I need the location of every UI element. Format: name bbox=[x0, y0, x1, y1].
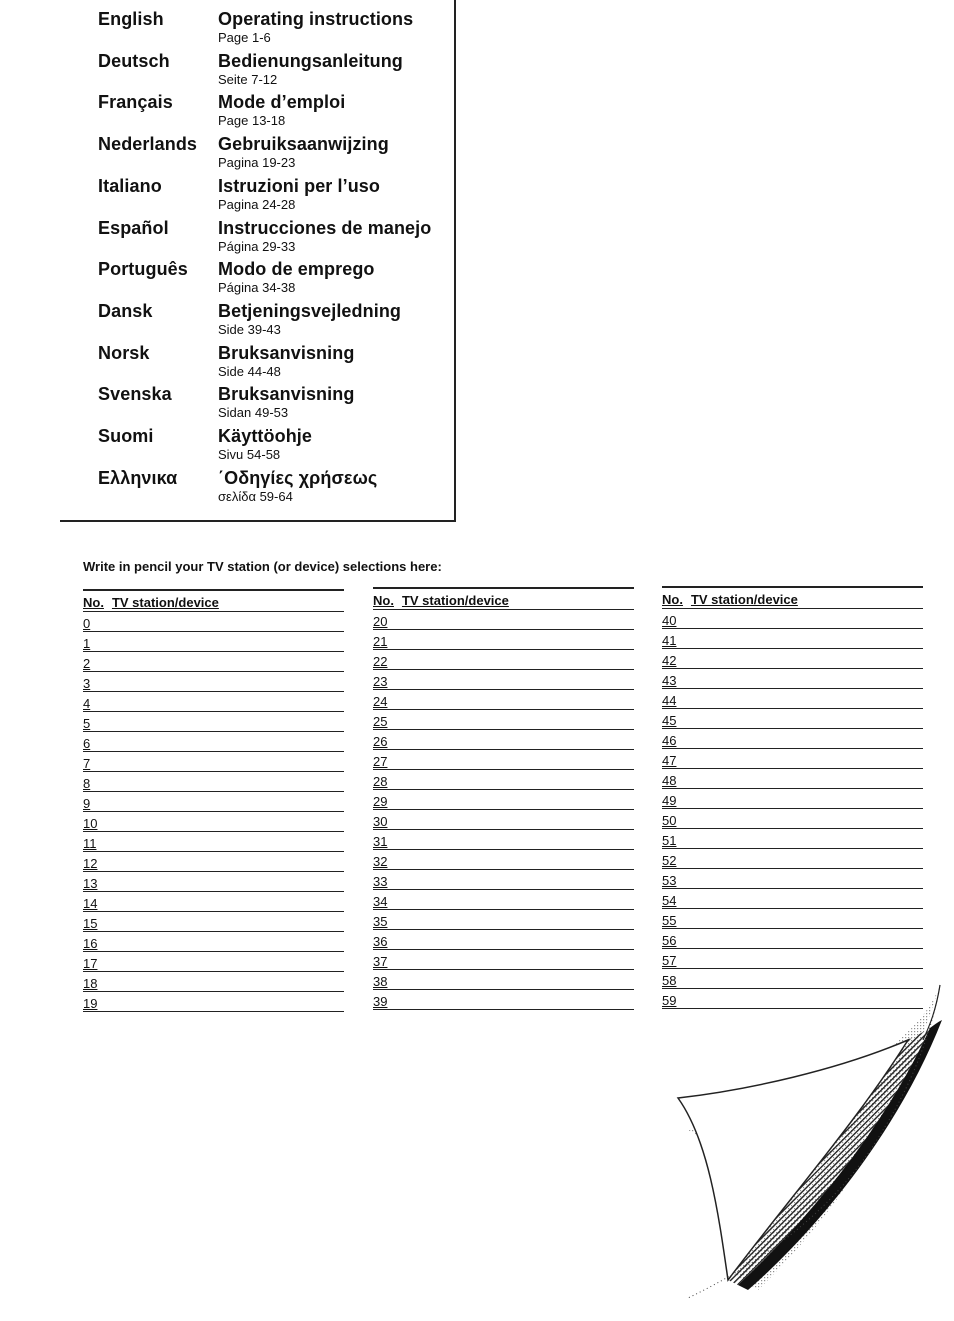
station-row[interactable] bbox=[373, 614, 634, 630]
station-row[interactable] bbox=[83, 616, 344, 632]
language-name: Français bbox=[98, 92, 173, 113]
station-number: 13 bbox=[83, 876, 98, 891]
station-row[interactable] bbox=[83, 736, 344, 752]
form-instruction: Write in pencil your TV station (or device) selections here: bbox=[83, 559, 442, 574]
language-entry bbox=[98, 417, 458, 462]
language-entry bbox=[98, 125, 458, 171]
station-row[interactable] bbox=[373, 894, 634, 910]
station-number: 44 bbox=[662, 693, 677, 708]
station-number: 18 bbox=[83, 976, 98, 991]
column-header bbox=[83, 595, 344, 612]
language-entry bbox=[98, 42, 458, 87]
language-entry bbox=[98, 209, 458, 254]
station-row[interactable] bbox=[662, 833, 923, 849]
header-no: No. bbox=[662, 592, 683, 607]
language-name: Español bbox=[98, 217, 169, 238]
station-row[interactable] bbox=[662, 873, 923, 889]
station-row[interactable] bbox=[83, 856, 344, 872]
station-number: 22 bbox=[373, 654, 388, 669]
station-row[interactable] bbox=[662, 653, 923, 669]
station-number: 54 bbox=[662, 893, 677, 908]
page-range: Página 34-38 bbox=[218, 280, 296, 296]
manual-title: Mode d’emploi bbox=[218, 92, 346, 113]
station-row[interactable] bbox=[373, 634, 634, 650]
station-number: 0 bbox=[83, 616, 91, 631]
station-number: 14 bbox=[83, 896, 98, 911]
station-row[interactable] bbox=[373, 774, 634, 790]
station-row[interactable] bbox=[373, 934, 634, 950]
station-number: 56 bbox=[662, 933, 677, 948]
station-number: 51 bbox=[662, 833, 677, 848]
station-number: 29 bbox=[373, 794, 388, 809]
manual-title: Instrucciones de manejo bbox=[218, 217, 432, 238]
station-number: 42 bbox=[662, 653, 677, 668]
station-row[interactable] bbox=[373, 714, 634, 730]
language-name: Svenska bbox=[98, 384, 172, 405]
station-row[interactable] bbox=[373, 874, 634, 890]
station-row[interactable] bbox=[83, 956, 344, 972]
header-station: TV station/device bbox=[690, 592, 798, 607]
language-entry bbox=[98, 292, 458, 337]
station-row[interactable] bbox=[83, 716, 344, 732]
station-row[interactable] bbox=[662, 913, 923, 929]
station-number: 47 bbox=[662, 753, 677, 768]
station-number: 9 bbox=[83, 796, 91, 811]
station-number: 4 bbox=[83, 696, 91, 711]
station-number: 5 bbox=[83, 716, 91, 731]
language-entry bbox=[98, 167, 458, 212]
station-number: 27 bbox=[373, 754, 388, 769]
station-number: 19 bbox=[83, 996, 98, 1011]
station-row[interactable] bbox=[662, 773, 923, 789]
station-row[interactable] bbox=[83, 996, 344, 1012]
station-number: 33 bbox=[373, 874, 388, 889]
station-row[interactable] bbox=[83, 796, 344, 812]
station-row[interactable] bbox=[662, 673, 923, 689]
station-number: 36 bbox=[373, 934, 388, 949]
station-number: 11 bbox=[83, 836, 97, 851]
station-row[interactable] bbox=[83, 896, 344, 912]
station-row[interactable] bbox=[373, 794, 634, 810]
page-range: Side 39-43 bbox=[218, 321, 281, 337]
language-entry bbox=[98, 83, 458, 129]
station-row[interactable] bbox=[373, 994, 634, 1010]
station-number: 12 bbox=[83, 856, 98, 871]
station-row[interactable] bbox=[83, 876, 344, 892]
station-row[interactable] bbox=[83, 936, 344, 952]
station-number: 1 bbox=[83, 636, 91, 651]
language-name: Deutsch bbox=[98, 50, 170, 71]
station-number: 34 bbox=[373, 894, 388, 909]
station-column bbox=[662, 586, 923, 1016]
station-row[interactable] bbox=[83, 816, 344, 832]
station-row[interactable] bbox=[83, 756, 344, 772]
station-row[interactable] bbox=[662, 893, 923, 909]
page-range: Seite 7-12 bbox=[218, 71, 278, 87]
manual-title: Käyttöohje bbox=[218, 426, 313, 446]
station-row[interactable] bbox=[662, 633, 923, 649]
page-range: σελίδα 59-64 bbox=[218, 488, 293, 504]
station-row[interactable] bbox=[662, 813, 923, 829]
station-row[interactable] bbox=[662, 953, 923, 969]
page-range: Sivu 54-58 bbox=[218, 447, 281, 462]
station-row[interactable] bbox=[373, 974, 634, 990]
station-column bbox=[373, 587, 634, 1017]
station-number: 31 bbox=[373, 834, 388, 849]
manual-title: Operating instructions bbox=[218, 9, 414, 29]
station-row[interactable] bbox=[373, 754, 634, 770]
station-row[interactable] bbox=[662, 853, 923, 869]
station-row[interactable] bbox=[373, 914, 634, 930]
language-name: Suomi bbox=[98, 426, 154, 446]
station-number: 20 bbox=[373, 614, 388, 629]
station-row[interactable] bbox=[662, 713, 923, 729]
station-number: 53 bbox=[662, 873, 677, 888]
page-range: Sidan 49-53 bbox=[218, 405, 289, 421]
station-row[interactable] bbox=[83, 696, 344, 712]
language-name: Italiano bbox=[98, 175, 162, 196]
language-name: English bbox=[98, 9, 164, 29]
language-index bbox=[60, 0, 456, 522]
station-row[interactable] bbox=[83, 676, 344, 692]
station-number: 7 bbox=[83, 756, 91, 771]
page-range: Pagina 24-28 bbox=[218, 196, 296, 212]
station-row[interactable] bbox=[83, 976, 344, 992]
header-station: TV station/device bbox=[401, 593, 509, 608]
station-row[interactable] bbox=[373, 674, 634, 690]
page-range: Side 44-48 bbox=[218, 363, 281, 379]
station-row[interactable] bbox=[83, 916, 344, 932]
station-number: 35 bbox=[373, 914, 388, 929]
station-row[interactable] bbox=[373, 734, 634, 750]
station-row[interactable] bbox=[83, 656, 344, 672]
station-row[interactable] bbox=[373, 654, 634, 670]
station-number: 30 bbox=[373, 814, 388, 829]
station-row[interactable] bbox=[662, 613, 923, 629]
station-number: 32 bbox=[373, 854, 388, 869]
station-number: 46 bbox=[662, 733, 677, 748]
station-number: 24 bbox=[373, 694, 388, 709]
page-range: Página 29-33 bbox=[218, 238, 296, 254]
station-row[interactable] bbox=[662, 733, 923, 749]
manual-title: Modo de emprego bbox=[218, 259, 375, 280]
station-row[interactable] bbox=[662, 793, 923, 809]
header-station: TV station/device bbox=[111, 595, 219, 610]
station-number: 16 bbox=[83, 936, 98, 951]
station-number: 41 bbox=[662, 633, 677, 648]
page-range: Page 1-6 bbox=[218, 30, 271, 45]
station-number: 28 bbox=[373, 774, 388, 789]
language-name: Norsk bbox=[98, 342, 150, 363]
column-header bbox=[373, 593, 634, 610]
station-number: 37 bbox=[373, 954, 388, 969]
language-name: Português bbox=[98, 259, 188, 280]
language-entry bbox=[98, 250, 458, 296]
station-number: 55 bbox=[662, 913, 677, 928]
station-number: 43 bbox=[662, 673, 677, 688]
header-no: No. bbox=[83, 595, 104, 610]
manual-title: Bruksanvisning bbox=[218, 384, 355, 405]
station-number: 2 bbox=[83, 656, 91, 671]
language-name: Ελληνικα bbox=[98, 467, 178, 488]
language-entry bbox=[98, 459, 458, 504]
station-number: 17 bbox=[83, 956, 98, 971]
station-number: 21 bbox=[373, 634, 388, 649]
station-number: 6 bbox=[83, 736, 91, 751]
manual-title: Bedienungsanleitung bbox=[218, 50, 403, 71]
station-row[interactable] bbox=[373, 814, 634, 830]
language-name: Nederlands bbox=[98, 134, 198, 155]
language-entry bbox=[98, 0, 458, 45]
page-range: Page 13-18 bbox=[218, 113, 286, 129]
station-number: 45 bbox=[662, 713, 677, 728]
language-name: Dansk bbox=[98, 300, 153, 321]
station-number: 48 bbox=[662, 773, 677, 788]
station-number: 25 bbox=[373, 714, 388, 729]
station-number: 23 bbox=[373, 674, 388, 689]
station-row[interactable] bbox=[83, 776, 344, 792]
page-range: Pagina 19-23 bbox=[218, 155, 296, 171]
manual-title: Gebruiksaanwijzing bbox=[218, 134, 389, 155]
station-row[interactable] bbox=[373, 834, 634, 850]
manual-title: Betjeningsvejledning bbox=[218, 300, 402, 321]
column-header bbox=[662, 592, 923, 609]
station-number: 59 bbox=[662, 993, 677, 1008]
page-curl-icon bbox=[668, 980, 948, 1300]
language-entry bbox=[98, 334, 458, 379]
manual-title: Istruzioni per l’uso bbox=[218, 175, 381, 196]
station-number: 40 bbox=[662, 613, 677, 628]
station-number: 8 bbox=[83, 776, 91, 791]
station-number: 38 bbox=[373, 974, 388, 989]
station-number: 52 bbox=[662, 853, 677, 868]
station-number: 57 bbox=[662, 953, 677, 968]
column-top-rule bbox=[83, 589, 344, 591]
manual-title: Bruksanvisning bbox=[218, 342, 355, 363]
station-row[interactable] bbox=[662, 933, 923, 949]
station-row[interactable] bbox=[373, 694, 634, 710]
station-row[interactable] bbox=[83, 836, 344, 852]
station-row[interactable] bbox=[83, 636, 344, 652]
station-column bbox=[83, 589, 344, 1019]
station-number: 49 bbox=[662, 793, 677, 808]
station-row[interactable] bbox=[373, 854, 634, 870]
station-row[interactable] bbox=[373, 954, 634, 970]
header-no: No. bbox=[373, 593, 394, 608]
station-row[interactable] bbox=[662, 753, 923, 769]
station-number: 58 bbox=[662, 973, 677, 988]
station-row[interactable] bbox=[662, 693, 923, 709]
column-top-rule bbox=[373, 587, 634, 589]
language-entry bbox=[98, 375, 458, 421]
column-top-rule bbox=[662, 586, 923, 588]
manual-title: ΄Οδηγίες χρήσεως bbox=[218, 467, 378, 488]
station-number: 15 bbox=[83, 916, 98, 931]
station-number: 50 bbox=[662, 813, 677, 828]
station-number: 10 bbox=[83, 816, 98, 831]
station-number: 26 bbox=[373, 734, 388, 749]
station-number: 3 bbox=[83, 676, 91, 691]
station-number: 39 bbox=[373, 994, 388, 1009]
